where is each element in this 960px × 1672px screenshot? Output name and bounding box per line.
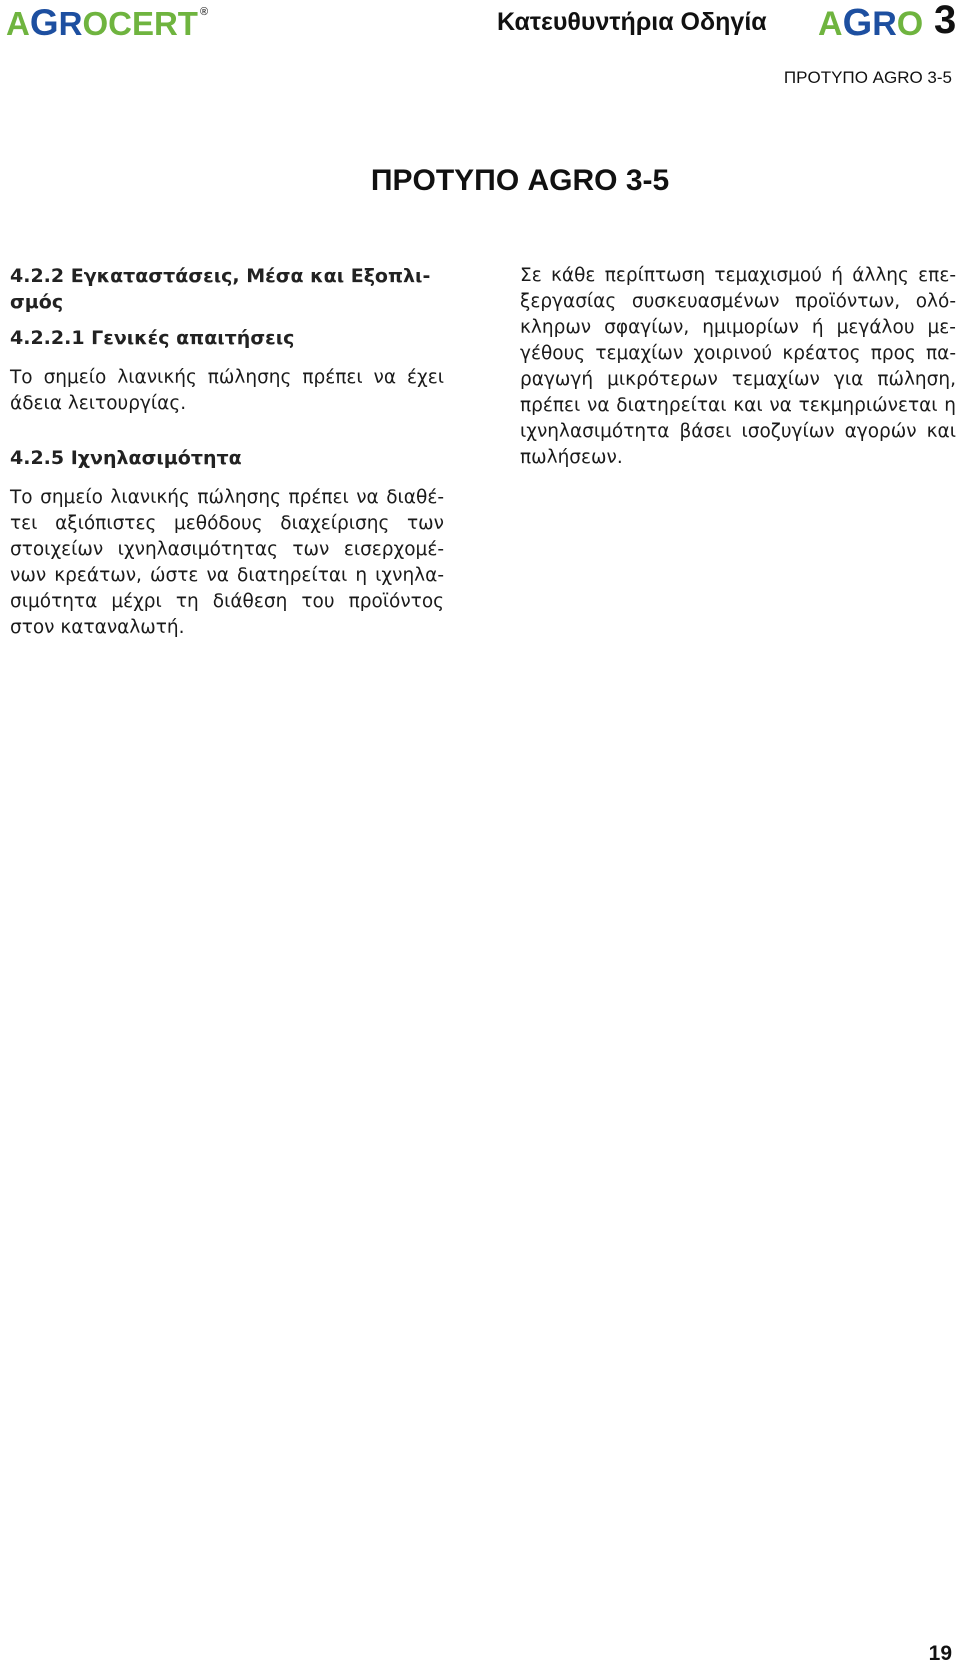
logo-text: G bbox=[29, 2, 59, 43]
header-subtitle: ΠΡΟΤΥΠΟ AGRO 3-5 bbox=[783, 68, 952, 87]
section-heading-4-2-5: 4.2.5 Ιχνηλασιμότητα bbox=[10, 447, 242, 469]
logo-text: A bbox=[6, 5, 30, 42]
logo-text: G bbox=[842, 2, 873, 44]
left-column bbox=[10, 263, 444, 641]
logo-text: OCERT bbox=[82, 5, 198, 42]
logo-text: A bbox=[818, 5, 843, 43]
section-heading-4-2-2: 4.2.2 Εγκαταστάσεις, Μέσα και Εξοπλι-σμός bbox=[10, 265, 431, 313]
logo-text: R bbox=[58, 5, 83, 42]
logo-text: O bbox=[896, 5, 924, 43]
header-title: Κατευθυντήρια Οδηγία bbox=[497, 8, 767, 36]
paragraph-general-requirements: Το σημείο λιανικής πώλησης πρέπει να έχει άδεια λειτουργίας. bbox=[10, 367, 444, 414]
paragraph-traceability: Το σημείο λιανικής πώλησης πρέπει να διαθέ-τει αξιόπιστες μεθόδους διαχείρισης των στοιχείων ιχνηλασιμότητας των εισερχομέ-νων κρεάτων, ώστε να διατηρείται η ιχνηλα-σιμότητα μέχρι τη διάθεση του προϊόντος στον καταναλωτή. bbox=[10, 487, 444, 638]
header-number: 3 bbox=[934, 0, 957, 42]
right-column bbox=[520, 263, 956, 471]
page-title: ΠΡΟΤΥΠΟ AGRO 3-5 bbox=[370, 164, 670, 197]
agrocert-logo bbox=[6, 2, 208, 44]
page-number: 19 bbox=[928, 1642, 952, 1665]
agro-logo bbox=[818, 2, 923, 45]
section-heading-4-2-2-1: 4.2.2.1 Γενικές απαιτήσεις bbox=[10, 327, 295, 349]
paragraph-processing-traceability: Σε κάθε περίπτωση τεμαχισμού ή άλλης επε-ξεργασίας συσκευασμένων προϊόντων, ολό-κληρων σφαγίων, ημιμορίων ή μεγάλου με-γέθους τεμαχίων χοιρινού κρέατος προς πα-ραγωγή μικρότερων τεμαχίων για πώληση, πρέπει να διατηρείται και να τεκμηριώνεται η ιχνηλασιμότητα βάσει ισοζυγίων αγορών και πωλήσεων. bbox=[520, 265, 956, 468]
registered-mark: ® bbox=[199, 6, 209, 18]
logo-text: R bbox=[872, 5, 897, 43]
